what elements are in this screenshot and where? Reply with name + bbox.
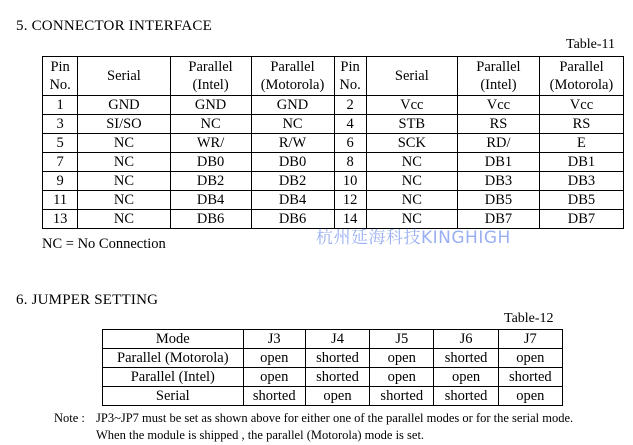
table-cell: 11 — [43, 191, 78, 210]
header-cell: Mode — [103, 330, 244, 349]
table-cell: 3 — [43, 115, 78, 134]
header-text: (Intel) — [480, 77, 517, 93]
table-cell: 5 — [43, 134, 78, 153]
table-cell: Parallel (Intel) — [103, 368, 244, 387]
table-cell: GND — [78, 96, 170, 115]
table-12-caption: Table-12 — [504, 311, 554, 326]
table-cell: DB1 — [457, 153, 539, 172]
table-cell: SCK — [366, 134, 457, 153]
table-cell: RS — [457, 115, 539, 134]
table-header-row — [43, 57, 624, 96]
section-6-title: 6. JUMPER SETTING — [16, 292, 159, 308]
header-text: (Motorola) — [549, 77, 614, 93]
table-row — [103, 387, 563, 406]
table-cell: DB5 — [457, 191, 539, 210]
table-cell: NC — [78, 210, 170, 229]
header-text: Serial — [107, 68, 141, 84]
table-cell: shorted — [370, 387, 434, 406]
table-cell: 6 — [334, 134, 366, 153]
table-row — [103, 349, 563, 368]
table-cell: DB7 — [539, 210, 623, 229]
header-text: Pin — [340, 59, 360, 75]
table-cell: 7 — [43, 153, 78, 172]
header-text: No. — [339, 77, 361, 93]
table-cell: 1 — [43, 96, 78, 115]
table-row — [43, 172, 624, 191]
table-cell: DB6 — [251, 210, 334, 229]
table-cell: shorted — [434, 387, 498, 406]
table-cell: NC — [366, 191, 457, 210]
header-text: Parallel — [270, 59, 315, 75]
header-cell — [251, 57, 334, 96]
table-cell: NC — [78, 172, 170, 191]
table-cell: 4 — [334, 115, 366, 134]
note-line-2: When the module is shipped , the parallel (Motorola) mode is set. — [96, 428, 425, 442]
table-cell: 13 — [43, 210, 78, 229]
table-row — [43, 115, 624, 134]
table-cell: shorted — [434, 349, 498, 368]
table-cell: DB4 — [170, 191, 251, 210]
table-cell: DB5 — [539, 191, 623, 210]
table-cell: shorted — [243, 387, 305, 406]
header-cell — [539, 57, 623, 96]
table-row — [43, 153, 624, 172]
table-header-row — [103, 330, 563, 349]
table-cell: shorted — [305, 349, 369, 368]
table-cell: NC — [366, 172, 457, 191]
table-row — [43, 134, 624, 153]
nc-note: NC = No Connection — [42, 236, 166, 252]
table-cell: Serial — [103, 387, 244, 406]
table-row — [43, 191, 624, 210]
table-cell: DB4 — [251, 191, 334, 210]
header-text: No. — [49, 77, 71, 93]
table-cell: GND — [170, 96, 251, 115]
note-line-1: JP3~JP7 must be set as shown above for either one of the parallel modes or for the serial mode. — [96, 411, 574, 425]
table-cell: open — [370, 349, 434, 368]
table-cell: 14 — [334, 210, 366, 229]
watermark: 杭州延海科技KINGHIGH — [316, 228, 511, 248]
table-cell: open — [370, 368, 434, 387]
header-cell — [457, 57, 539, 96]
table-cell: DB3 — [539, 172, 623, 191]
table-cell: WR/ — [170, 134, 251, 153]
header-cell: J4 — [305, 330, 369, 349]
table-cell: shorted — [498, 368, 562, 387]
table-cell: open — [434, 368, 498, 387]
table-cell: NC — [366, 153, 457, 172]
header-text: Serial — [394, 68, 429, 84]
table-cell: 12 — [334, 191, 366, 210]
table-cell: R/W — [251, 134, 334, 153]
table-cell: NC — [78, 191, 170, 210]
table-cell: NC — [170, 115, 251, 134]
table-cell: 8 — [334, 153, 366, 172]
table-cell: Vcc — [539, 96, 623, 115]
table-cell: 9 — [43, 172, 78, 191]
table-cell: DB0 — [170, 153, 251, 172]
header-text: Parallel — [476, 59, 521, 75]
table-cell: E — [539, 134, 623, 153]
table-cell: Vcc — [366, 96, 457, 115]
table-cell: GND — [251, 96, 334, 115]
header-text: Parallel — [559, 59, 604, 75]
table-cell: DB7 — [457, 210, 539, 229]
table-cell: NC — [78, 134, 170, 153]
table-cell: open — [498, 387, 562, 406]
table-cell: STB — [366, 115, 457, 134]
table-11-caption: Table-11 — [566, 37, 616, 52]
header-text: Parallel — [188, 59, 233, 75]
header-cell — [170, 57, 251, 96]
table-cell: 10 — [334, 172, 366, 191]
table-cell: open — [305, 387, 369, 406]
header-cell: J3 — [243, 330, 305, 349]
table-cell: Parallel (Motorola) — [103, 349, 244, 368]
header-cell — [43, 57, 78, 96]
table-cell: DB3 — [457, 172, 539, 191]
table-cell: NC — [251, 115, 334, 134]
table-cell: open — [243, 368, 305, 387]
table-cell: shorted — [305, 368, 369, 387]
table-cell: RD/ — [457, 134, 539, 153]
table-cell: NC — [366, 210, 457, 229]
table-row — [43, 96, 624, 115]
jumper-setting-table — [102, 329, 563, 406]
table-cell: NC — [78, 153, 170, 172]
table-cell: SI/SO — [78, 115, 170, 134]
connector-interface-table — [42, 56, 624, 229]
table-cell: open — [243, 349, 305, 368]
table-cell: Vcc — [457, 96, 539, 115]
header-cell: J7 — [498, 330, 562, 349]
table-cell: DB2 — [170, 172, 251, 191]
table-cell: DB1 — [539, 153, 623, 172]
header-cell — [334, 57, 366, 96]
header-cell — [78, 57, 170, 96]
table-cell: RS — [539, 115, 623, 134]
table-cell: DB2 — [251, 172, 334, 191]
table-cell: DB6 — [170, 210, 251, 229]
note-label: Note : — [54, 411, 85, 425]
table-cell: open — [498, 349, 562, 368]
header-cell — [366, 57, 457, 96]
header-cell: J6 — [434, 330, 498, 349]
table-cell: DB0 — [251, 153, 334, 172]
section-5-title: 5. CONNECTOR INTERFACE — [16, 18, 212, 34]
table-row — [103, 368, 563, 387]
table-cell: 2 — [334, 96, 366, 115]
header-text: (Intel) — [192, 77, 229, 93]
header-text: Pin — [50, 59, 70, 75]
header-text: (Motorola) — [260, 77, 325, 93]
header-cell: J5 — [370, 330, 434, 349]
